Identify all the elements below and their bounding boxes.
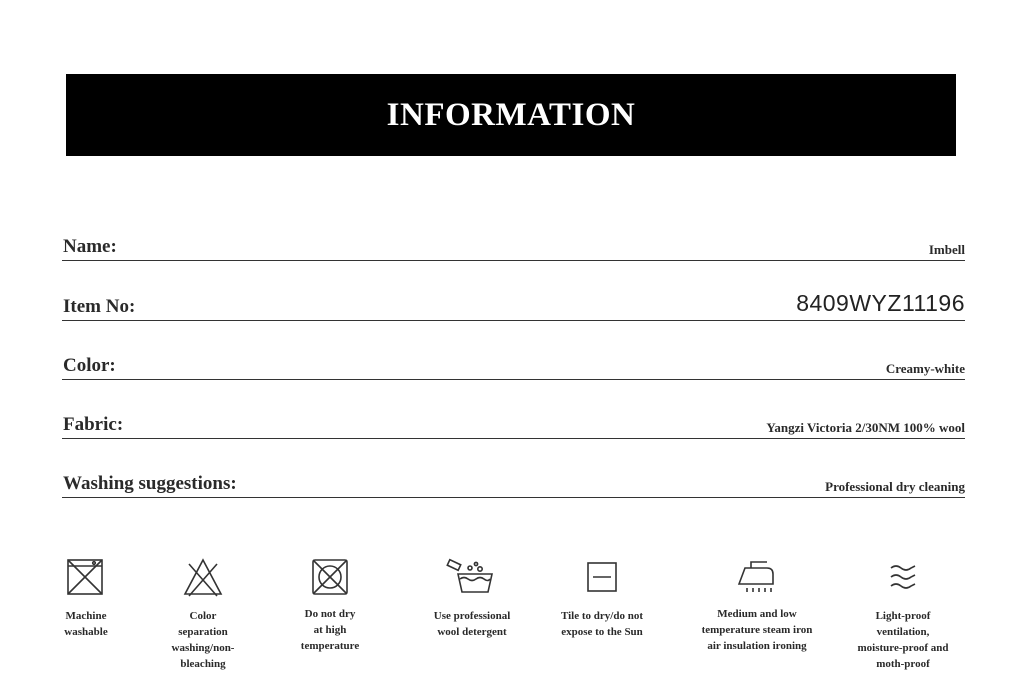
- washing-value: Professional dry cleaning: [825, 479, 965, 494]
- fabric-label: Fabric:: [63, 414, 124, 435]
- color-label: Color:: [63, 355, 116, 376]
- care-text: Machine washable: [64, 610, 108, 638]
- care-text: Do not dry at high temperature: [300, 608, 360, 652]
- care-item-non-bleaching: [143, 552, 263, 672]
- care-item-moth-proof: [843, 552, 963, 672]
- care-item-steam-iron: [680, 552, 834, 654]
- info-row-item-no: [62, 290, 965, 321]
- information-banner: [66, 74, 956, 156]
- care-item-wool-detergent: [412, 552, 532, 640]
- care-item-flat-dry: [542, 552, 662, 640]
- machine-wash-crossed-icon: [56, 552, 116, 602]
- info-row-fabric: [62, 408, 965, 439]
- info-row-name: [62, 230, 965, 261]
- no-bleach-icon: [173, 552, 233, 602]
- info-row-color: [62, 349, 965, 380]
- steam-iron-icon: [727, 552, 787, 602]
- care-item-machine-washable: [26, 552, 146, 640]
- care-text: Light-proof ventilation, moisture-proof and moth-proof: [857, 610, 949, 670]
- flat-dry-icon: [572, 552, 632, 602]
- care-text: Tile to dry/do not expose to the Sun: [560, 610, 643, 638]
- banner-title: INFORMATION: [386, 96, 636, 133]
- item-no-label: Item No:: [63, 296, 136, 317]
- washing-label: Washing suggestions:: [63, 473, 237, 494]
- name-value: Imbell: [928, 242, 965, 257]
- name-label: Name:: [63, 236, 117, 257]
- wave-lines-icon: [873, 552, 933, 602]
- fabric-value: Yangzi Victoria 2/30NM 100% wool: [766, 420, 965, 435]
- no-tumble-dry-icon: [300, 552, 360, 602]
- care-text: Use professional wool detergent: [433, 610, 511, 638]
- care-text: Color separation washing/non- bleaching: [171, 610, 235, 670]
- item-no-value: 8409WYZ11196: [796, 290, 965, 316]
- care-instructions: [0, 552, 1024, 691]
- detergent-basin-icon: [442, 552, 502, 602]
- info-row-washing: [62, 467, 965, 498]
- care-text: Medium and low temperature steam iron air insulation ironing: [701, 608, 813, 652]
- care-item-no-high-temp-dry: [270, 552, 390, 654]
- color-value: Creamy-white: [885, 361, 965, 376]
